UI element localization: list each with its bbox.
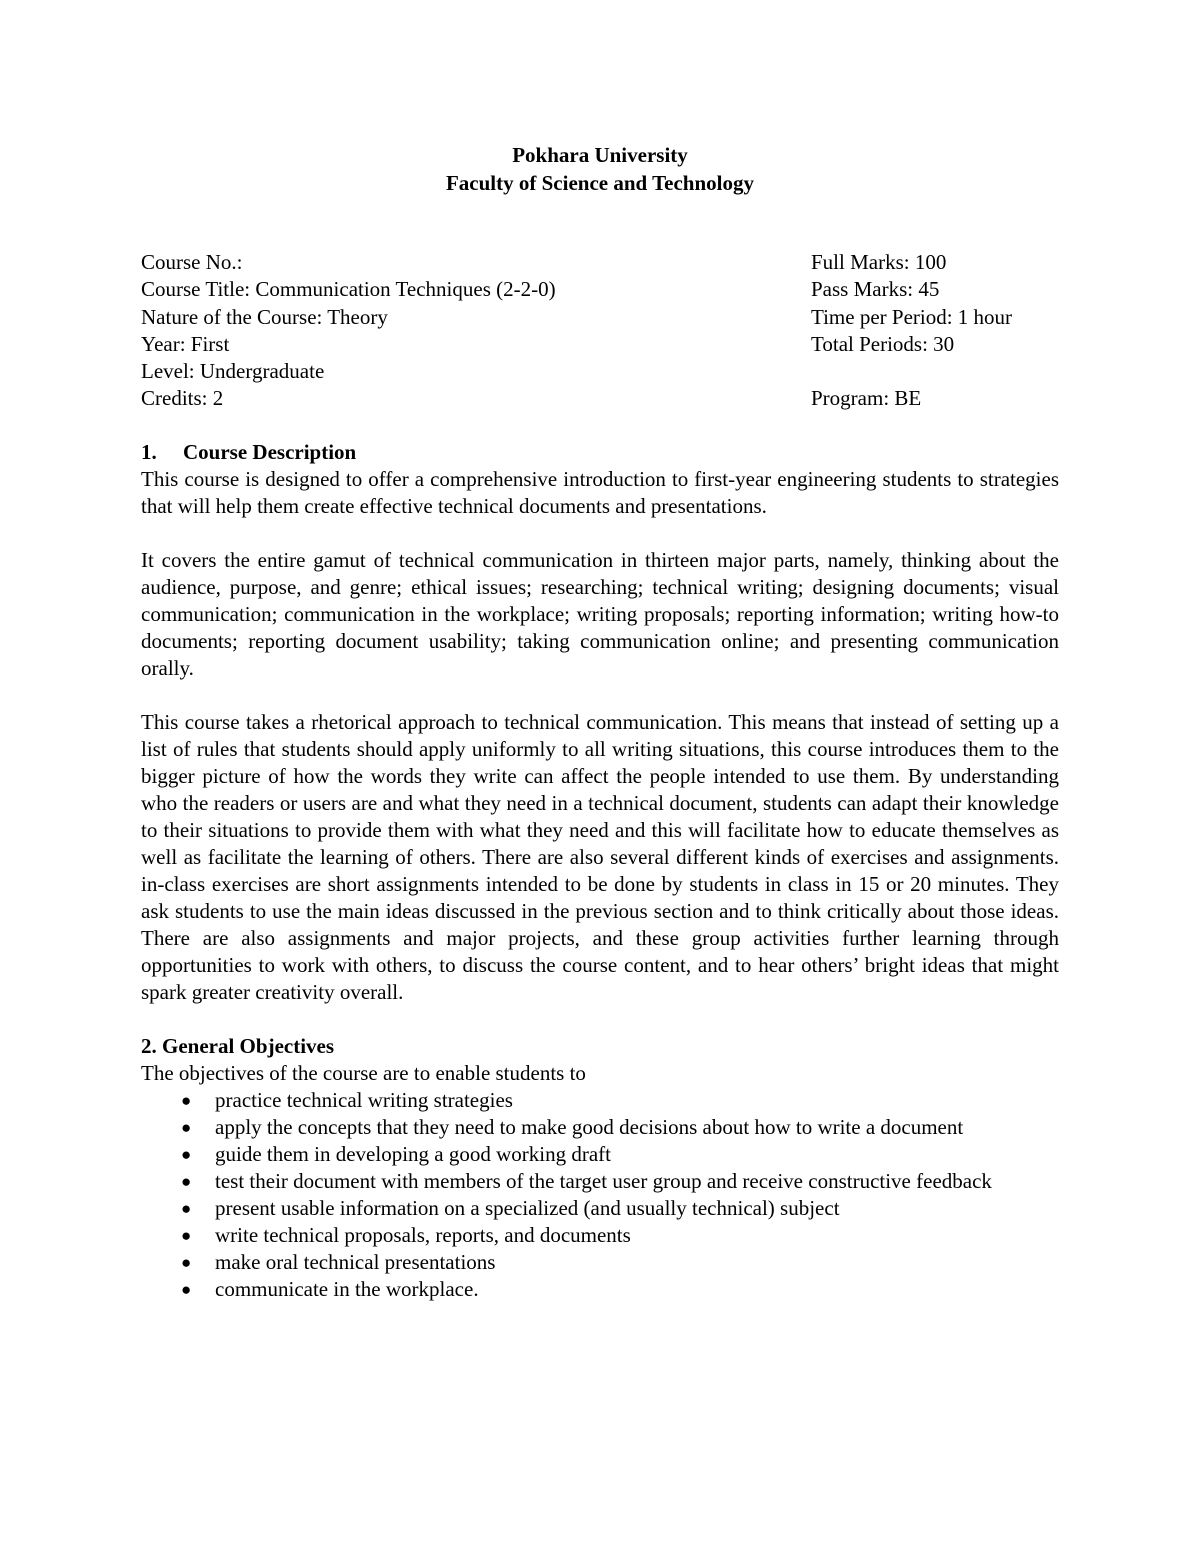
- total-periods: Total Periods: 30: [811, 331, 955, 356]
- course-year: Year: First: [141, 331, 230, 356]
- pass-marks: Pass Marks: 45: [811, 277, 940, 302]
- blank-line: [811, 358, 1071, 385]
- program: Program: BE: [811, 386, 922, 411]
- objectives-intro: The objectives of the course are to enable students to: [141, 1061, 586, 1085]
- document-header: [141, 141, 1059, 197]
- course-info-right: [811, 249, 1071, 413]
- bullet-icon: ●: [181, 1172, 192, 1191]
- bullet-icon: ●: [181, 1091, 192, 1110]
- time-per-period: Time per Period: 1 hour: [811, 304, 1013, 329]
- section-heading-general-objectives: 2. General Objectives: [141, 1034, 335, 1058]
- course-nature: Nature of the Course: Theory: [141, 304, 388, 329]
- course-info: [141, 249, 1059, 413]
- bullet-icon: ●: [181, 1118, 192, 1137]
- document-page: [141, 141, 1059, 1303]
- section-heading-course-description: [141, 439, 1059, 466]
- paragraph: This course takes a rhetorical approach to technical communication. This means that instead of setting up a list of rules that students should apply uniformly to all writing situations, this course introduces them to the bigger picture of how the words they write can affect the people intended to use them. By understanding who the readers or users are and what they need in a technical document, students can adapt their knowledge to their situations to provide them with what they need and this will facilitate how to educate themselves as well as facilitate the learning of others. There are also several different kinds of exercises and assignments. in-class exercises are short assignments intended to be done by students in class in 15 or 20 minutes. They ask students to use the main ideas discussed in the previous section and to think critically about those ideas. There are also assignments and major projects, and these group activities further learning through opportunities to work with others, to discuss the course content, and to hear others’ bright ideas that might spark greater creativity overall.: [141, 710, 1059, 1004]
- list-item: ● guide them in developing a good working draft: [181, 1142, 611, 1166]
- course-title: Course Title: Communication Techniques (2-2-0): [141, 277, 556, 302]
- list-item: ● make oral technical presentations: [181, 1250, 496, 1274]
- section-number: 1.: [141, 440, 157, 464]
- course-info-left: [141, 249, 781, 413]
- course-level: Level: Undergraduate: [141, 359, 325, 384]
- section-title: Course Description: [183, 440, 357, 464]
- list-item: ● communicate in the workplace.: [181, 1277, 479, 1301]
- faculty-name: Faculty of Science and Technology: [445, 171, 755, 195]
- course-number: Course No.:: [141, 250, 243, 274]
- list-item: ● write technical proposals, reports, and documents: [181, 1223, 631, 1247]
- bullet-icon: ●: [181, 1280, 192, 1299]
- objectives-list: [141, 1087, 1059, 1303]
- paragraph: This course is designed to offer a comprehensive introduction to first-year engineering students to strategies that will help them create effective technical documents and presentations.: [141, 467, 1059, 518]
- bullet-icon: ●: [181, 1226, 192, 1245]
- list-item: ● practice technical writing strategies: [181, 1088, 513, 1112]
- list-item: ● apply the concepts that they need to make good decisions about how to write a document: [181, 1115, 964, 1139]
- bullet-icon: ●: [181, 1145, 192, 1164]
- full-marks: Full Marks: 100: [811, 250, 947, 274]
- university-name: Pokhara University: [512, 143, 688, 167]
- course-credits: Credits: 2: [141, 386, 224, 411]
- list-item: ● present usable information on a specialized (and usually technical) subject: [181, 1196, 840, 1220]
- bullet-icon: ●: [181, 1253, 192, 1272]
- bullet-icon: ●: [181, 1199, 192, 1218]
- paragraph: It covers the entire gamut of technical communication in thirteen major parts, namely, thinking about the audience, purpose, and genre; ethical issues; researching; technical writing; designing documents; visual communication; communication in the workplace; writing proposals; reporting information; writing how-to documents; reporting document usability; taking communication online; and presenting communication orally.: [141, 548, 1059, 680]
- list-item: ● test their document with members of the target user group and receive constructive feedback: [181, 1169, 992, 1193]
